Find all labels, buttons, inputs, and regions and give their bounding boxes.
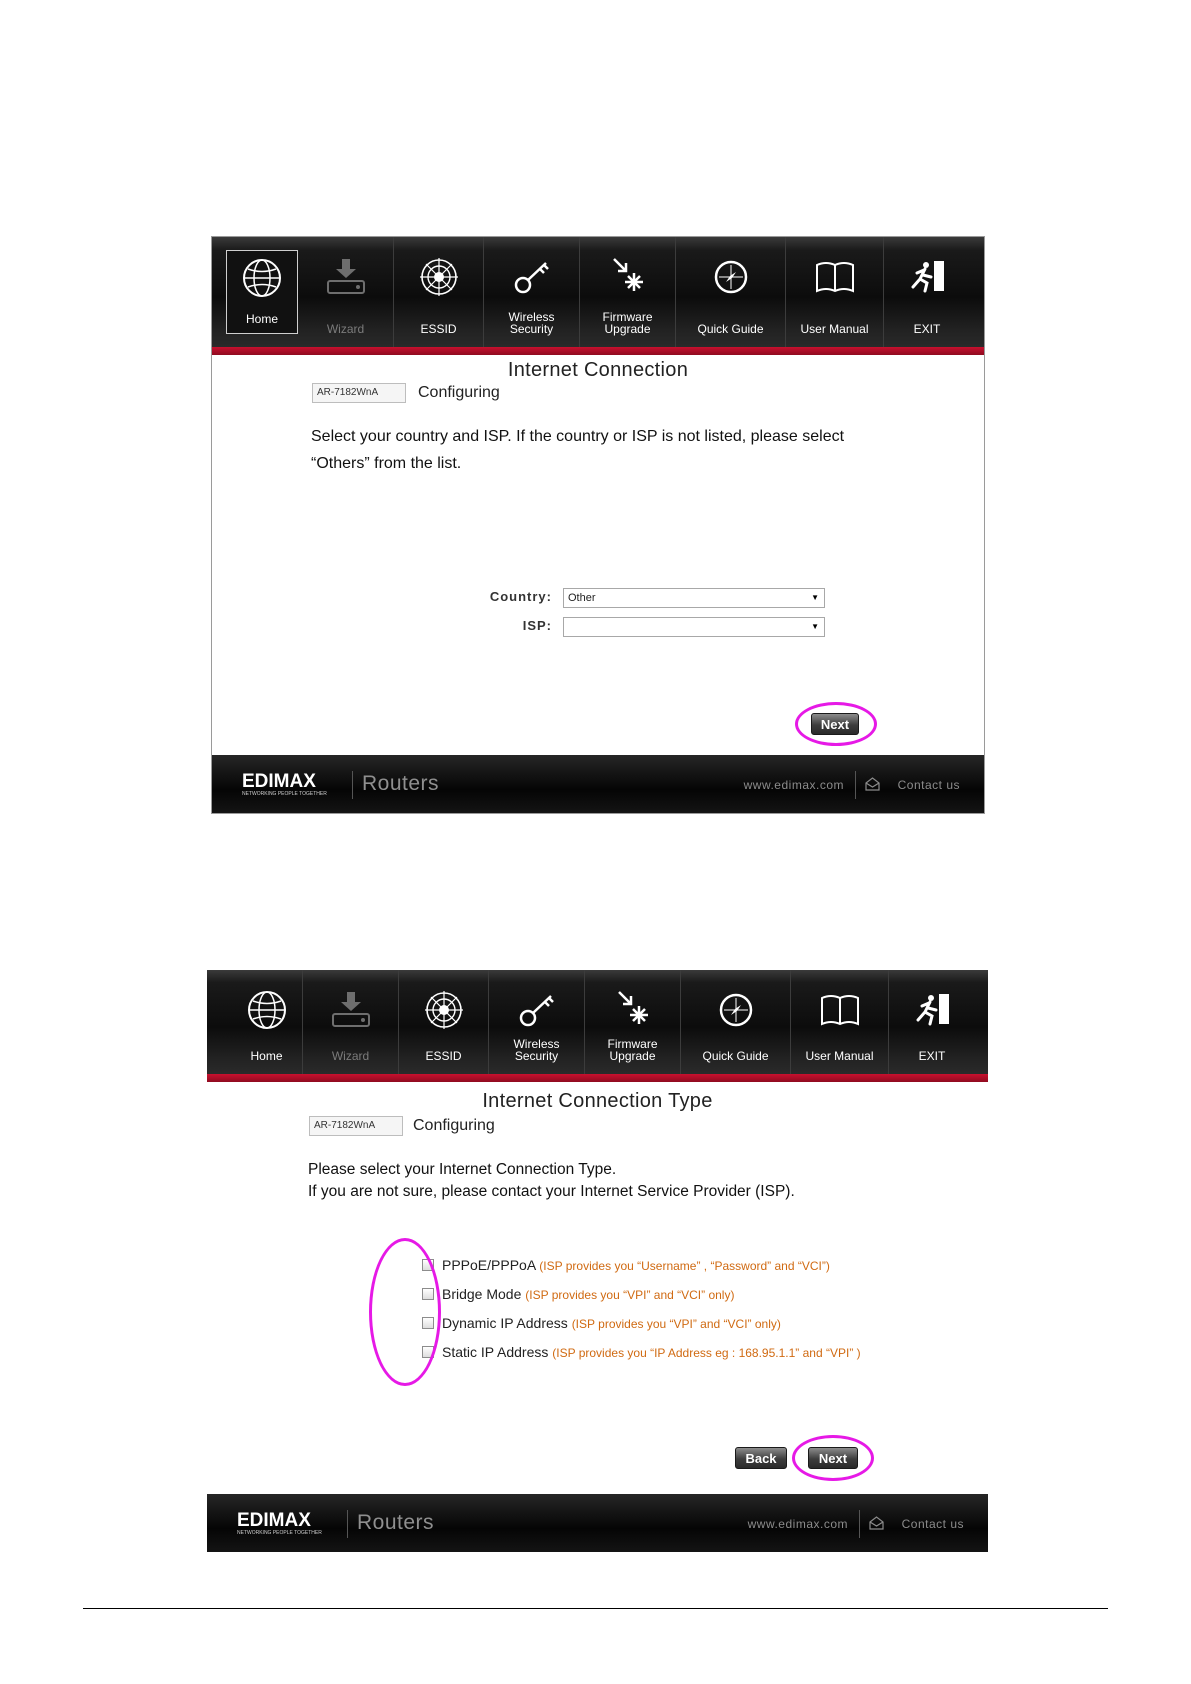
next-button[interactable]: Next <box>808 1447 858 1469</box>
isp-select[interactable] <box>563 617 825 637</box>
status-text: Configuring <box>418 384 500 401</box>
edimax-logo-text: EDIMAX <box>242 771 316 792</box>
nav-exit-label: EXIT <box>913 322 941 336</box>
nav-quick-guide-label: Quick Guide <box>697 322 764 336</box>
nav-quick-guide-label: Quick Guide <box>702 1049 769 1063</box>
edimax-tagline: NETWORKING PEOPLE TOGETHER <box>237 1530 322 1536</box>
footer-divider <box>347 1510 348 1538</box>
exit-icon <box>905 255 949 299</box>
footer-bar <box>212 755 984 813</box>
nav-home[interactable] <box>226 250 298 334</box>
edimax-logo <box>242 769 342 797</box>
nav-wireless-security-label: Wireless Security <box>508 310 555 336</box>
nav-exit-label: EXIT <box>918 1049 946 1063</box>
model-name-field: AR-7182WnA <box>309 1116 403 1136</box>
instruction-text-line1: Select your country and ISP. If the country or ISP is not listed, please select <box>311 428 845 445</box>
footer-bar <box>207 1494 988 1552</box>
page-title: Internet Connection <box>507 359 689 381</box>
chevron-down-icon: ▼ <box>811 622 819 631</box>
page-footer-rule <box>83 1608 1108 1609</box>
option-dynamic-ip[interactable] <box>442 1315 781 1331</box>
nav-home-label: Home <box>245 312 278 326</box>
nav-essid[interactable] <box>394 237 484 347</box>
nav-wireless-security[interactable] <box>489 970 585 1074</box>
nav-wizard[interactable] <box>298 237 394 347</box>
globe-icon <box>240 256 284 300</box>
option-static-ip[interactable] <box>442 1344 861 1360</box>
country-select[interactable] <box>563 588 825 608</box>
envelope-icon <box>869 1516 884 1530</box>
top-navigation-bar <box>212 237 984 347</box>
next-button-highlight <box>792 1435 874 1481</box>
nav-home-label: Home <box>250 1049 283 1063</box>
option-pppoe[interactable] <box>442 1257 830 1273</box>
option-dynamic-ip-note: (ISP provides you “VPI” and “VCI” only) <box>571 1317 781 1331</box>
nav-exit[interactable] <box>889 970 975 1074</box>
nav-essid-label: ESSID <box>425 1049 462 1063</box>
exit-icon <box>910 988 954 1032</box>
nav-firmware-upgrade[interactable] <box>580 237 676 347</box>
nav-essid-label: ESSID <box>420 322 457 336</box>
nav-user-manual-label: User Manual <box>800 322 869 336</box>
chevron-down-icon: ▼ <box>811 593 819 602</box>
compass-icon <box>714 988 758 1032</box>
edimax-logo <box>237 1508 337 1536</box>
next-button[interactable]: Next <box>811 713 859 735</box>
nav-wireless-security[interactable] <box>484 237 580 347</box>
next-button-highlight <box>795 702 877 746</box>
nav-essid[interactable] <box>399 970 489 1074</box>
nav-wireless-security-label: Wireless Security <box>513 1037 560 1063</box>
firmware-icon <box>611 988 655 1032</box>
option-static-ip-label: Static IP Address <box>442 1344 549 1360</box>
instruction-text-line1: Please select your Internet Connection Type. <box>308 1161 617 1178</box>
instruction-text-line2: “Others” from the list. <box>311 455 462 472</box>
back-button[interactable]: Back <box>735 1447 787 1469</box>
status-text: Configuring <box>413 1117 495 1134</box>
compass-icon <box>709 255 753 299</box>
nav-quick-guide[interactable] <box>676 237 786 347</box>
nav-wizard-label: Wizard <box>326 322 365 336</box>
isp-label: ISP: <box>522 618 552 633</box>
option-bridge-mode-note: (ISP provides you “VPI” and “VCI” only) <box>525 1288 735 1302</box>
option-bridge-mode-label: Bridge Mode <box>442 1286 522 1302</box>
option-bridge-mode[interactable] <box>442 1286 734 1302</box>
nav-home[interactable] <box>231 970 303 1074</box>
wizard-icon <box>329 988 373 1032</box>
essid-icon <box>417 255 461 299</box>
footer-separator <box>855 771 856 799</box>
globe-icon <box>245 988 289 1032</box>
instruction-text-line2: If you are not sure, please contact your Internet Service Provider (ISP). <box>308 1183 795 1200</box>
option-dynamic-ip-label: Dynamic IP Address <box>442 1315 568 1331</box>
nav-quick-guide[interactable] <box>681 970 791 1074</box>
checkbox-column-highlight <box>369 1238 441 1386</box>
nav-user-manual-label: User Manual <box>805 1049 874 1063</box>
option-pppoe-note: (ISP provides you “Username” , “Password” and “VCI”) <box>539 1259 830 1273</box>
option-pppoe-label: PPPoE/PPPoA <box>442 1257 536 1273</box>
wizard-screenshot-internet-connection-type <box>207 970 988 1552</box>
nav-firmware-upgrade[interactable] <box>585 970 681 1074</box>
nav-firmware-upgrade-label: Firmware Upgrade <box>602 310 653 336</box>
edimax-logo-text: EDIMAX <box>237 1510 311 1531</box>
nav-user-manual[interactable] <box>791 970 889 1074</box>
wizard-screenshot-internet-connection <box>211 236 985 814</box>
key-icon <box>510 255 554 299</box>
footer-separator <box>859 1510 860 1538</box>
contact-us-link[interactable]: Contact us <box>897 778 960 792</box>
nav-firmware-upgrade-label: Firmware Upgrade <box>607 1037 658 1063</box>
nav-user-manual[interactable] <box>786 237 884 347</box>
essid-icon <box>422 988 466 1032</box>
wizard-icon <box>324 255 368 299</box>
website-link[interactable]: www.edimax.com <box>743 778 844 792</box>
country-select-value: Other <box>568 592 596 604</box>
country-label: Country: <box>489 589 552 604</box>
page-title: Internet Connection Type <box>482 1090 713 1112</box>
book-icon <box>818 988 862 1032</box>
envelope-icon <box>865 777 880 791</box>
nav-exit[interactable] <box>884 237 970 347</box>
firmware-icon <box>606 255 650 299</box>
top-navigation-bar <box>207 970 988 1074</box>
option-static-ip-note: (ISP provides you “IP Address eg : 168.95.1.1” and “VPI” ) <box>552 1346 861 1360</box>
nav-wizard-label: Wizard <box>331 1049 370 1063</box>
key-icon <box>515 988 559 1032</box>
website-link[interactable]: www.edimax.com <box>747 1517 848 1531</box>
book-icon <box>813 255 857 299</box>
nav-wizard[interactable] <box>303 970 399 1074</box>
product-name: Routers <box>357 1511 435 1534</box>
edimax-tagline: NETWORKING PEOPLE TOGETHER <box>242 791 327 797</box>
contact-us-link[interactable]: Contact us <box>901 1517 964 1531</box>
model-name-field: AR-7182WnA <box>312 383 406 403</box>
product-name: Routers <box>362 772 440 795</box>
footer-divider <box>352 771 353 799</box>
